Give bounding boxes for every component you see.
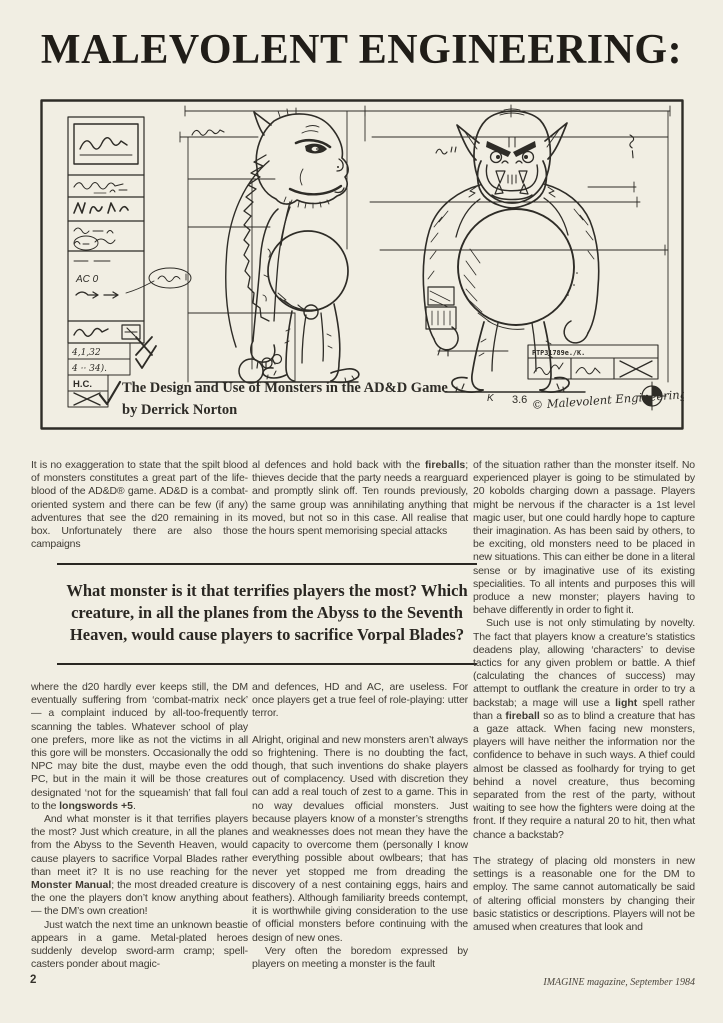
- plate-number: 3.6: [512, 394, 528, 406]
- blueprint-svg: [40, 99, 684, 430]
- spec-sidebar: [68, 117, 191, 407]
- plate-letter: K: [487, 393, 494, 404]
- front-orc-pupil-right: [524, 155, 528, 159]
- column-1-top: It is no exaggeration to state that the spilt blood of monsters constitutes a great part of the life-blood of the AD&D® game. AD&D is a combat-oriented system and there can be few (if any) adventures that see the d20 remaining in its box. Unfortunately there are also those campaigns: [31, 459, 248, 551]
- front-orc-pupil-left: [496, 155, 500, 159]
- dot: [573, 284, 575, 286]
- front-orc-belly: [458, 209, 574, 325]
- column-3: of the situation rather than the monster itself. No experienced player is going to be stimulated by 20 kobolds charging down a passage. Players might be nervous if the character is a 1st level magic user, but one could hardly hope to capture their imagination. As has been said by others, to be exciting, old monsters need to be placed in new situations. This can either be done in a literal sense or by imaginative use of its existing specialities. To all intents and purposes this will produce a new monster; players having to behave differently in order to fight it. Such use is not only stimulating by novelty. The fact that players know a creature’s statistics deadens play, allowing ‘characters’ to devise tactics for any given problem or battle. A thief (calculating the chances of success) may attempt to outflank the creature in order to try a backstab; a mage will use a light spell rather than a fireball so as to blind a creature that has a gaze attack. When facing new monsters, players will have neither the information nor the confidence to behave in such ways. A thief could almost be classed as foolhardy for trying to get behind a novel creature, thus becoming separated from the rest of the party, without waiting to see how the fighters were doing at the front. If they require a natural 20 to hit, then what chance a backstab? The strategy of placing old monsters in new settings is a reasonable one for the DM to employ. The same cannot automatically be said of altering official monsters by changing their basic statistics or descriptions. Players will not be amused when creatures that look and: [473, 459, 695, 933]
- column-1-bottom: where the d20 hardly ever keeps still, the DM eventually suffering from ‘combat-matrix neck’ — a complaint induced by all-too-frequently scanning the tables. Whatever school of play one prefers, more like as not the victims in all this gore will be monsters. Occasionally the odd NPC may bite the dust, maybe even the odd PC, but in the main it will be those creatures designated ‘not for the squeamish’ that fall foul to the longswords +5. And what monster is it that terrifies players the most? Just which creature, in all the planes from the Abyss to the Seventh Heaven, would cause players to sacrifice Vorpal Blades rather than meet it? It is no use reaching for the Monster Manual; the most dreaded creature is the one the players don’t know anything about — the DM’s own creation! Just watch the next time an unknown beastie appears in a game. Metal-plated heroes suddenly develop sword-arm cramp; spell-casters ponder about magic-: [31, 681, 248, 971]
- dot: [576, 272, 578, 274]
- column-2-bottom: and defences, HD and AC, are useless. For once players get a true feel of role-playing: utter terror. Alright, original and new monsters aren’t always so frightening. There is no doubting the fact, though, that such inventions do shake players out of complacency. Used with discretion they can add a real touch of zest to a game. This in no way devalues official monsters. Just because players know of a monster’s strengths and weaknesses does not mean they have the capacity to overcome them (personally I know everything possible about owlbears; that has never yet stopped me from dreading the discovery of a nest containing eggs, hairs and feathers). Although familiarity breeds contempt, it is worthwhile giving consideration to the use of official monsters before continuing with the design of new ones. Very often the boredom expressed by players on meeting a monster is the fault: [252, 681, 468, 971]
- illustration-caption-byline: by Derrick Norton: [122, 402, 238, 418]
- circled-note: [149, 268, 191, 288]
- blueprint-illustration: [40, 99, 684, 430]
- held-box: [426, 287, 456, 329]
- copyright-signature: © Malevolent Engineering: [531, 387, 684, 412]
- circled-note-scribble: [158, 274, 186, 282]
- sidebar-note-1: 4,1,32: [72, 348, 101, 358]
- side-orc-belly: [268, 231, 348, 311]
- title-block-code: PTP31789e./K.: [532, 349, 586, 357]
- pull-quote: What monster is it that terrifies players the most? Which creature, in all the planes from the Abyss to the Seventh Heaven, would cause players to sacrifice Vorpal Blades?: [57, 563, 477, 665]
- side-orc-nostril: [337, 166, 339, 168]
- toe-knuckle: [262, 358, 272, 368]
- front-orc-brow-left: [486, 141, 511, 157]
- side-orc-pupil: [316, 148, 318, 150]
- page-number: 2: [30, 974, 37, 986]
- page-title: MALEVOLENT ENGINEERING:: [40, 27, 683, 73]
- title-block: [528, 345, 658, 379]
- side-orc-loin: [304, 305, 318, 319]
- sidebar-hc-label: H.C.: [73, 379, 92, 390]
- magazine-footer: IMAGINE magazine, September 1984: [543, 977, 695, 988]
- sidebar-note-2: 4 ·· 34).: [72, 364, 107, 374]
- caption-checkmark: [100, 382, 120, 404]
- column-2-top: al defences and hold back with the fireballs; thieves decide that the party needs a rearguard and promptly slink off. Ten rounds previously, the same group was annihilating anything that moved, but not so in this case. All realise that the hours spent memorising special attacks: [252, 459, 468, 538]
- dot: [567, 294, 569, 296]
- illustration-caption-title: The Design and Use of Monsters in the AD&D Game: [122, 380, 448, 396]
- orc-side-figure: [226, 108, 359, 383]
- sidebar-ac-value: AC 0: [76, 274, 99, 285]
